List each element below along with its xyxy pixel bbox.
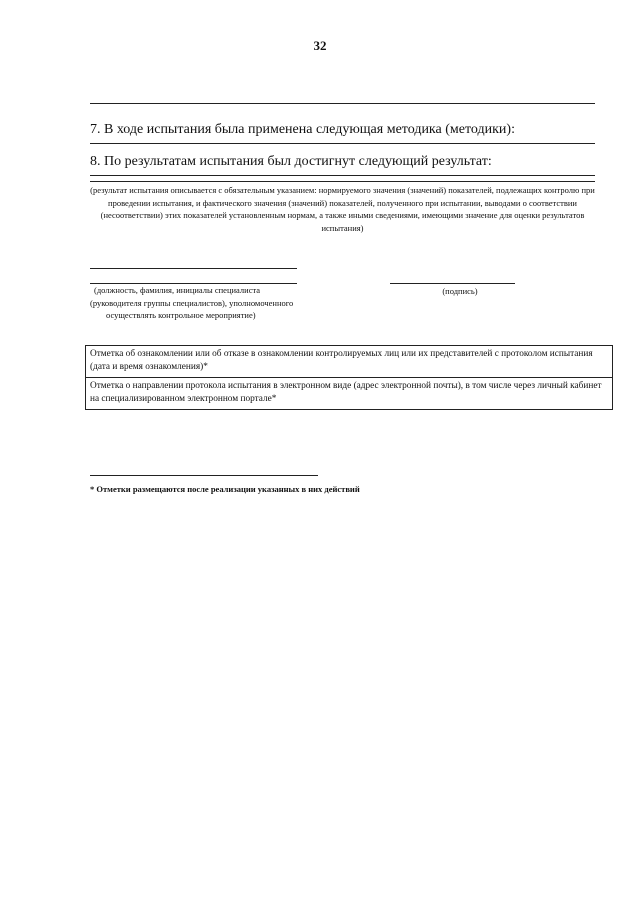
blank-line bbox=[90, 103, 595, 104]
result-note: (результат испытания описывается с обязательным указанием: нормируемого значения (значений) показателей, подлежащих контролю при проведении испытания, и фактического значения (значений) показателей, полученного при испытании, выводами о соответствии (несоответствии) этих показателей установленным нормам, а также иными сведениями, имеющими значение для оценки результатов испытания) bbox=[90, 185, 595, 233]
page-number: 32 bbox=[313, 38, 327, 53]
footnote: * Отметки размещаются после реализации указанных в них действий bbox=[90, 484, 360, 494]
electronic-sending-row: Отметка о направлении протокола испытания в электронном виде (адрес электронной почты), в том числе через личный кабинет на специализированном электронном портале* bbox=[86, 377, 612, 409]
specialist-line bbox=[90, 268, 297, 269]
specialist-caption-line: (должность, фамилия, инициалы специалиста bbox=[94, 285, 261, 295]
signature-caption: (подпись) bbox=[442, 286, 478, 296]
marks-table bbox=[85, 345, 613, 410]
signature-line bbox=[390, 283, 515, 284]
item-7-text: 7. В ходе испытания была применена следующая методика (методики): bbox=[90, 122, 515, 137]
blank-line bbox=[90, 181, 595, 182]
specialist-caption-line: осуществлять контрольное мероприятие) bbox=[106, 310, 256, 320]
specialist-caption bbox=[90, 284, 350, 322]
specialist-caption-line: (руководителя группы специалистов), уполномоченного bbox=[90, 297, 294, 308]
blank-line bbox=[90, 143, 595, 144]
acknowledgement-row: Отметка об ознакомлении или об отказе в ознакомлении контролируемых лиц или их представителей с протоколом испытания (дата и время ознакомления)* bbox=[90, 349, 593, 372]
blank-line bbox=[90, 175, 595, 176]
item-8-text: 8. По результатам испытания был достигнут следующий результат: bbox=[90, 154, 492, 169]
footnote-separator bbox=[90, 475, 318, 476]
